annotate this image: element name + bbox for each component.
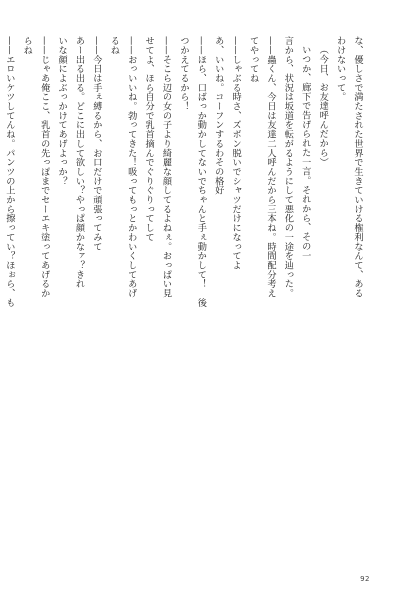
text-line: ——じゃあ俺ここ、乳首の先っぽまでセーエキ塗ってあげるか xyxy=(38,36,50,298)
text-line: ——今日は手ぇ縛るから、お口だけで頑張ってみて xyxy=(90,36,102,252)
text-line: るね xyxy=(108,36,120,55)
text-line: ——そこら辺の女の子より綺麗な顔してるよねぇ。おっぱい見 xyxy=(160,36,172,298)
text-line: 言から、状況は坂道を転がるようにして悪化の一途を辿った。 xyxy=(282,36,294,298)
text-line: ——ほら、口ばっか動かしてないでちゃんと手ぇ動かして！ 後 xyxy=(195,36,207,308)
text-line: ——しゃぶる時さ、ズボン脱いでシャツだけになってよ xyxy=(230,36,242,270)
text-line: てやってね xyxy=(247,36,259,83)
text-line: せてよ、ほら自分で乳首摘んでぐりぐりってして xyxy=(143,36,155,242)
text-line: つかえてるから！ xyxy=(177,36,189,111)
vertical-text-body xyxy=(3,36,366,556)
text-line: な、優しさで満たされた世界で生きていける権利なんて、ある xyxy=(352,36,363,298)
text-line: （今日、お友達呼んだから） xyxy=(317,45,329,167)
text-line: わけないって。 xyxy=(334,36,346,102)
text-line: あー出る出る。どこに出して欲しい？やっぱ顔かなァ？きれ xyxy=(73,36,85,289)
text-line: ——蟲くん、今日は友達二人呼んだから三本ね。時間配分考え xyxy=(264,36,276,298)
text-line: らね xyxy=(21,36,33,55)
text-line: ——おっいいね。勃ってきた！吸ってもっとかわいくしてあげ xyxy=(125,36,137,298)
text-line: いつか、廊下で告げられた一言。それから、その一 xyxy=(299,45,311,261)
page-number: 92 xyxy=(360,575,370,583)
text-line: あ、いいね。コーフンするわその格好 xyxy=(212,36,224,195)
text-line: いな顔によぶっかけてあげよっか？ xyxy=(56,36,68,186)
text-line: ——エロいケツしてんね。パンツの上から擦ってい？ほぉら、も xyxy=(3,36,15,308)
